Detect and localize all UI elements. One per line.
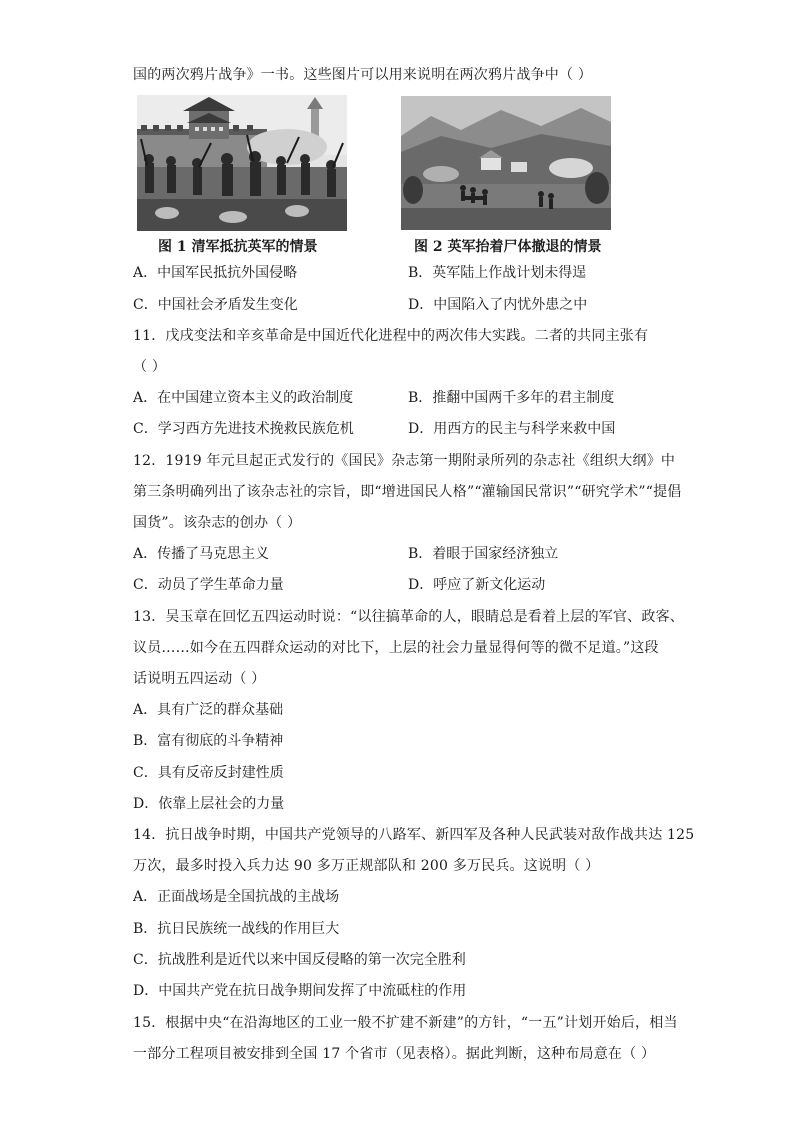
q12-option-d[interactable]: D．呼应了新文化运动	[408, 577, 546, 593]
q11-option-c[interactable]: C．学习西方先进技术挽救民族危机	[133, 421, 354, 437]
q10-option-c[interactable]: C．中国社会矛盾发生变化	[133, 297, 298, 313]
battle-engraving-icon	[137, 95, 347, 231]
q14-stem-line-1: 14．抗日战争时期，中国共产党领导的八路军、新四军及各种人民武装对敌作战共达 125	[133, 827, 695, 843]
q11-option-b[interactable]: B．推翻中国两千多年的君主制度	[408, 390, 615, 406]
q11-stem-line-1: 11．戊戌变法和辛亥革命是中国近代化进程中的两次伟大实践。二者的共同主张有	[133, 328, 649, 344]
q12-stem-line-1: 12．1919 年元旦起正式发行的《国民》杂志第一期附录所列的杂志社《组织大纲》中	[133, 453, 676, 469]
q14-stem-line-2: 万次，最多时投入兵力达 90 多万正规部队和 200 多万民兵。这说明（ ）	[133, 858, 600, 874]
q12-option-a[interactable]: A．传播了马克思主义	[133, 546, 270, 562]
q10-stem: 国的两次鸦片战争》一书。这些图片可以用来说明在两次鸦片战争中（ ）	[133, 67, 593, 83]
q10-option-b[interactable]: B．英军陆上作战计划未得逞	[408, 265, 587, 281]
q13-stem-line-1: 13．吴玉章在回忆五四运动时说：“以往搞革命的人，眼睛总是看着上层的军官、政客、	[133, 609, 684, 625]
q11-option-a[interactable]: A．在中国建立资本主义的政治制度	[133, 390, 354, 406]
q14-option-d[interactable]: D．中国共产党在抗日战争期间发挥了中流砥柱的作用	[133, 983, 467, 999]
q13-stem-line-2: 议员……如今在五四群众运动的对比下，上层的社会力量显得何等的微不足道。”这段	[133, 640, 659, 656]
q13-option-d[interactable]: D．依靠上层社会的力量	[133, 796, 285, 812]
q11-option-d[interactable]: D．用西方的民主与科学来救中国	[408, 421, 616, 437]
q15-stem-line-2: 一部分工程项目被安排到全国 17 个省市（见表格）。据此判断，这种布局意在（ ）	[133, 1046, 656, 1062]
q14-option-b[interactable]: B．抗日民族统一战线的作用巨大	[133, 921, 340, 937]
q13-stem-line-3: 话说明五四运动（ ）	[133, 671, 266, 687]
q12-stem-line-3: 国货”。该杂志的创办（ ）	[133, 515, 302, 531]
figure-2-image	[401, 96, 611, 230]
figure-1-image	[137, 95, 347, 231]
figure-2-caption: 图 2 英军抬着尸体撤退的情景	[414, 239, 602, 255]
q13-option-b[interactable]: B．富有彻底的斗争精神	[133, 733, 284, 749]
q15-stem-line-1: 15．根据中央“在沿海地区的工业一般不扩建不新建”的方针，“一五”计划开始后，相当	[133, 1015, 678, 1031]
q14-option-c[interactable]: C．抗战胜利是近代以来中国反侵略的第一次完全胜利	[133, 952, 466, 968]
q10-option-d[interactable]: D．中国陷入了内忧外患之中	[408, 297, 588, 313]
q12-stem-line-2: 第三条明确列出了该杂志社的宗旨，即“增进国民人格”“灌输国民常识”“研究学术”“提倡	[133, 484, 682, 500]
q12-option-b[interactable]: B．着眼于国家经济独立	[408, 546, 559, 562]
q13-option-a[interactable]: A．具有广泛的群众基础	[133, 702, 284, 718]
q13-option-c[interactable]: C．具有反帝反封建性质	[133, 765, 284, 781]
retreat-engraving-icon	[401, 96, 611, 230]
q12-option-c[interactable]: C．动员了学生革命力量	[133, 577, 284, 593]
q14-option-a[interactable]: A．正面战场是全国抗战的主战场	[133, 889, 340, 905]
q11-stem-line-2: （ ）	[133, 359, 167, 375]
q10-option-a[interactable]: A．中国军民抵抗外国侵略	[133, 265, 298, 281]
figure-1-caption: 图 1 清军抵抗英军的情景	[158, 239, 318, 255]
